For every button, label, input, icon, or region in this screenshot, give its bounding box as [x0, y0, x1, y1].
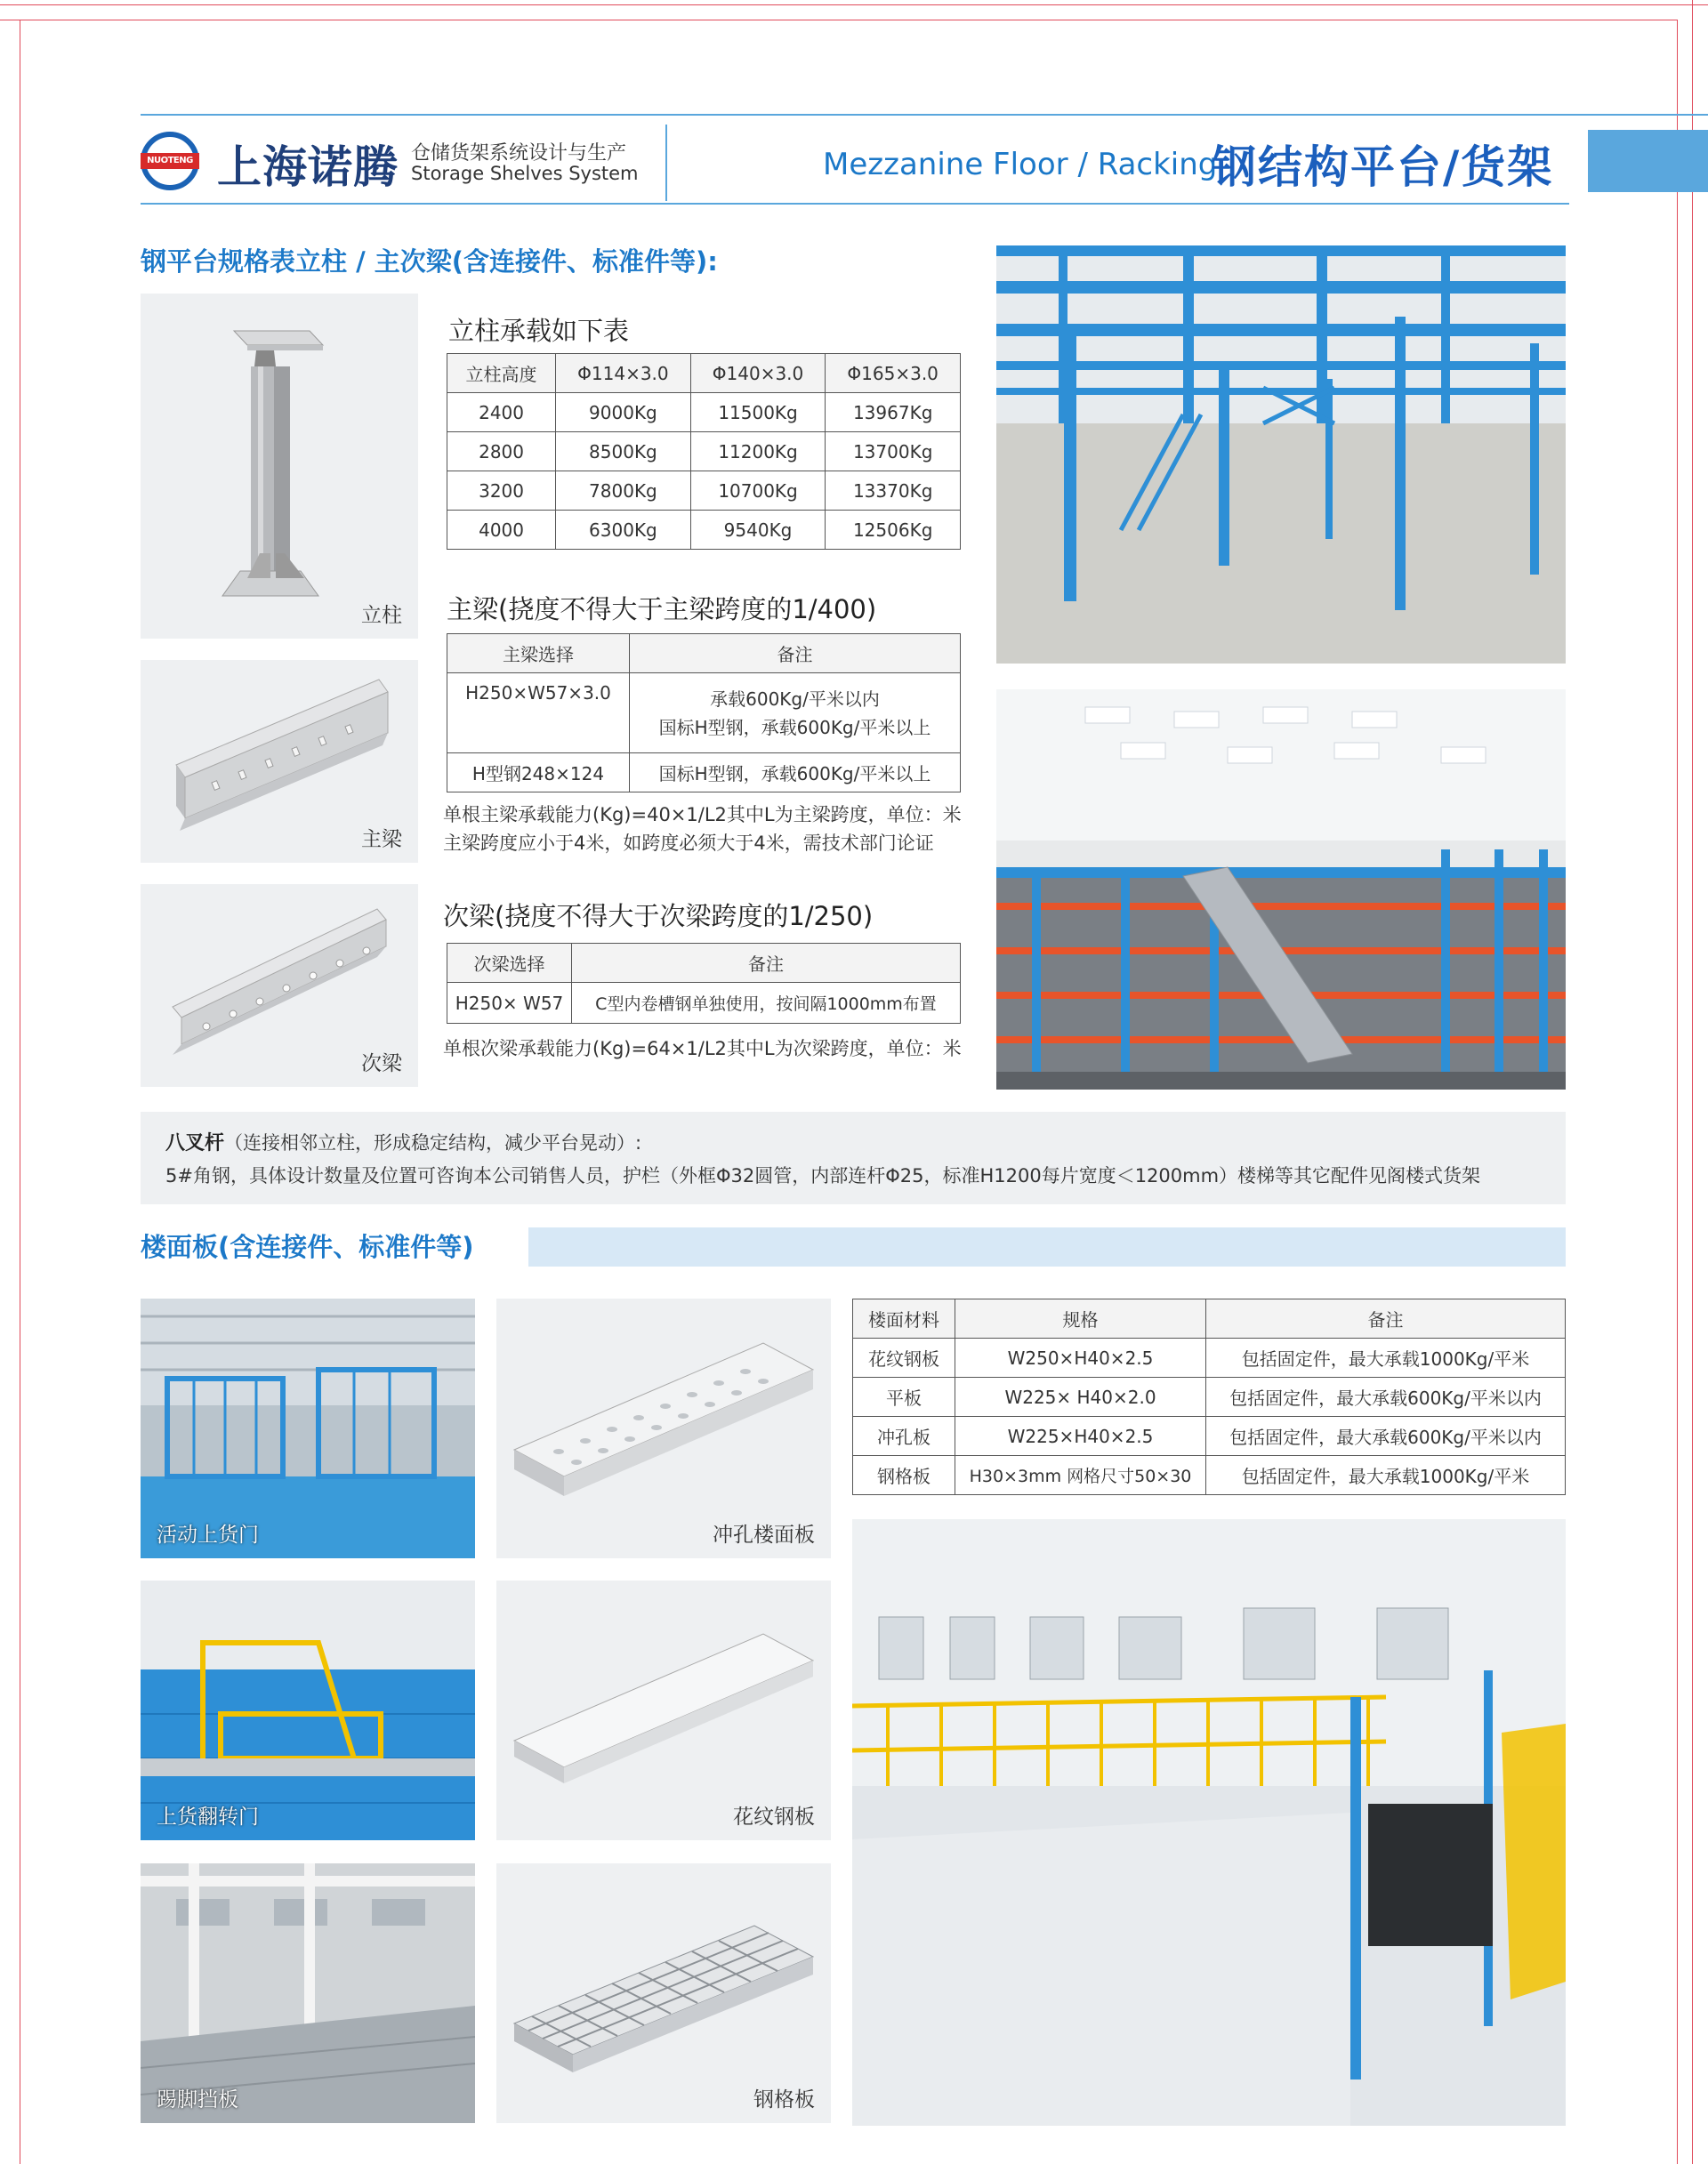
table-cell: 平板	[853, 1378, 955, 1417]
panel-steel-grating	[496, 1863, 831, 2123]
product-label: 花纹钢板	[733, 1806, 815, 1829]
table-row	[447, 753, 961, 792]
bracing-desc: （连接相邻立柱，形成稳定结构，减少平台晃动）:	[224, 1132, 642, 1154]
column-header: 楼面材料	[853, 1299, 955, 1339]
logo-text: NUOTENG	[141, 153, 199, 169]
table-cell: W250×H40×2.5	[955, 1339, 1206, 1378]
table-cell: 9000Kg	[556, 393, 691, 432]
product-label: 主梁	[361, 828, 402, 851]
table-cell-line: 国标H型钢，承载600Kg/平米以上	[658, 716, 931, 738]
table-cell: 9540Kg	[690, 511, 826, 550]
table-cell: H30×3mm 网格尺寸50×30	[955, 1456, 1206, 1495]
main-beam-note: 主梁跨度应小于4米，如跨度必须大于4米，需技术部门论证	[443, 833, 934, 854]
table-row	[853, 1378, 1566, 1417]
mezzanine-photo-2	[996, 689, 1566, 1090]
mezzanine-photo-1	[996, 245, 1566, 664]
page-title-en: Mezzanine Floor / Racking	[823, 147, 1218, 182]
photo-flip-gate	[141, 1581, 475, 1840]
product-column	[141, 294, 418, 639]
photo-label: 活动上货门	[157, 1524, 259, 1547]
table-cell-line: 承载600Kg/平米以内	[710, 688, 880, 710]
section-title-bar	[528, 1227, 1566, 1267]
panel-perforated	[496, 1299, 831, 1558]
main-beam-caption: 主梁(挠度不得大于主梁跨度的1/400)	[447, 594, 877, 624]
rack-mezzanine-photo	[996, 689, 1566, 1090]
table-cell: 11500Kg	[690, 393, 826, 432]
bracing-info-line1	[165, 1128, 641, 1155]
table-cell: 13370Kg	[826, 471, 961, 511]
table-cell: 4000	[447, 511, 556, 550]
main-beam-note: 单根主梁承载能力(Kg)=40×1/L2其中L为主梁跨度，单位：米	[443, 804, 962, 825]
table-cell: 包括固定件，最大承载1000Kg/平米	[1206, 1339, 1566, 1378]
column-header: 备注	[630, 634, 961, 673]
header-rule-bottom	[141, 203, 1569, 205]
table-row	[447, 432, 961, 471]
column-header: 主梁选择	[447, 634, 630, 673]
table-cell: 6300Kg	[556, 511, 691, 550]
table-cell: 3200	[447, 471, 556, 511]
photo-label: 上货翻转门	[157, 1806, 259, 1829]
product-main-beam	[141, 660, 418, 863]
section-title-floor-panels: 楼面板(含连接件、标准件等)	[141, 1232, 474, 1262]
column-load-table	[447, 353, 961, 550]
table-cell: 7800Kg	[556, 471, 691, 511]
table-cell: 10700Kg	[690, 471, 826, 511]
bracing-title: 八叉杆	[165, 1132, 225, 1154]
table-row	[447, 471, 961, 511]
table-row	[853, 1339, 1566, 1378]
table-row	[447, 511, 961, 550]
product-label: 次梁	[361, 1052, 402, 1075]
brand-tagline-en: Storage Shelves System	[411, 163, 639, 184]
column-header: Φ140×3.0	[690, 354, 826, 393]
crop-mark	[1692, 0, 1693, 2164]
table-cell: 2800	[447, 432, 556, 471]
photo-kickboard	[141, 1863, 475, 2123]
column-header: 备注	[1206, 1299, 1566, 1339]
table-cell: H250× W57	[447, 983, 572, 1024]
product-secondary-beam	[141, 884, 418, 1087]
brand-name: 上海诺腾	[217, 141, 399, 193]
secondary-beam-caption: 次梁(挠度不得大于次梁跨度的1/250)	[443, 901, 874, 931]
column-header: Φ114×3.0	[556, 354, 691, 393]
table-cell: 国标H型钢，承载600Kg/平米以上	[630, 753, 961, 792]
bracing-info-bar	[141, 1112, 1566, 1204]
column-table-caption: 立柱承载如下表	[448, 316, 630, 346]
panel-checker-plate	[496, 1581, 831, 1840]
table-cell: 钢格板	[853, 1456, 955, 1495]
mezzanine-photo-3	[852, 1519, 1566, 2126]
photo-label: 踢脚挡板	[157, 2088, 238, 2112]
table-cell: H250×W57×3.0	[447, 673, 630, 753]
table-cell: 8500Kg	[556, 432, 691, 471]
column-header: 规格	[955, 1299, 1206, 1339]
column-post-icon	[141, 294, 418, 639]
white-mezzanine-photo	[852, 1519, 1566, 2126]
header-divider	[665, 125, 667, 201]
blue-mezzanine-photo	[996, 245, 1566, 664]
column-header: 备注	[572, 944, 961, 983]
brand-logo	[141, 132, 199, 190]
table-cell: 包括固定件，最大承载1000Kg/平米	[1206, 1456, 1566, 1495]
table-row	[447, 673, 961, 753]
column-header: 次梁选择	[447, 944, 572, 983]
table-row	[853, 1456, 1566, 1495]
header-accent-block	[1588, 130, 1708, 192]
header-rule-top	[141, 114, 1708, 116]
table-cell: 包括固定件，最大承载600Kg/平米以内	[1206, 1417, 1566, 1456]
table-cell: 13967Kg	[826, 393, 961, 432]
brand-tagline-cn: 仓储货架系统设计与生产	[411, 142, 627, 165]
table-cell: W225×H40×2.5	[955, 1417, 1206, 1456]
table-row	[447, 983, 961, 1024]
crop-mark	[1677, 20, 1678, 2164]
floor-panel-table	[852, 1299, 1566, 1495]
table-row	[447, 393, 961, 432]
secondary-beam-note: 单根次梁承载能力(Kg)=64×1/L2其中L为次梁跨度，单位：米	[443, 1038, 962, 1059]
product-label: 冲孔楼面板	[713, 1524, 815, 1547]
column-header: Φ165×3.0	[826, 354, 961, 393]
bracing-info-line2: 5#角钢，具体设计数量及位置可咨询本公司销售人员，护栏（外框Φ32圆管，内部连杆Φ25，标准H1200每片宽度＜1200mm）楼梯等其它配件见阁楼式货架	[165, 1165, 1481, 1187]
main-beam-table	[447, 633, 961, 792]
table-cell: C型内卷槽钢单独使用，按间隔1000mm布置	[572, 983, 961, 1024]
section-title-columns-beams: 钢平台规格表立柱 / 主次梁(含连接件、标准件等):	[141, 246, 718, 277]
table-row	[853, 1417, 1566, 1456]
table-cell: 花纹钢板	[853, 1339, 955, 1378]
table-cell: W225× H40×2.0	[955, 1378, 1206, 1417]
table-cell	[630, 673, 961, 753]
product-label: 钢格板	[753, 2088, 815, 2112]
table-cell: 2400	[447, 393, 556, 432]
table-cell: 12506Kg	[826, 511, 961, 550]
product-label: 立柱	[361, 604, 402, 627]
table-cell: 13700Kg	[826, 432, 961, 471]
crop-mark	[0, 4, 1708, 5]
table-cell: H型钢248×124	[447, 753, 630, 792]
table-cell: 冲孔板	[853, 1417, 955, 1456]
page-title-cn: 钢结构平台/货架	[1212, 141, 1554, 193]
column-header: 立柱高度	[447, 354, 556, 393]
table-cell: 11200Kg	[690, 432, 826, 471]
secondary-beam-table	[447, 943, 961, 1024]
table-cell: 包括固定件，最大承载600Kg/平米以内	[1206, 1378, 1566, 1417]
photo-sliding-gate	[141, 1299, 475, 1558]
